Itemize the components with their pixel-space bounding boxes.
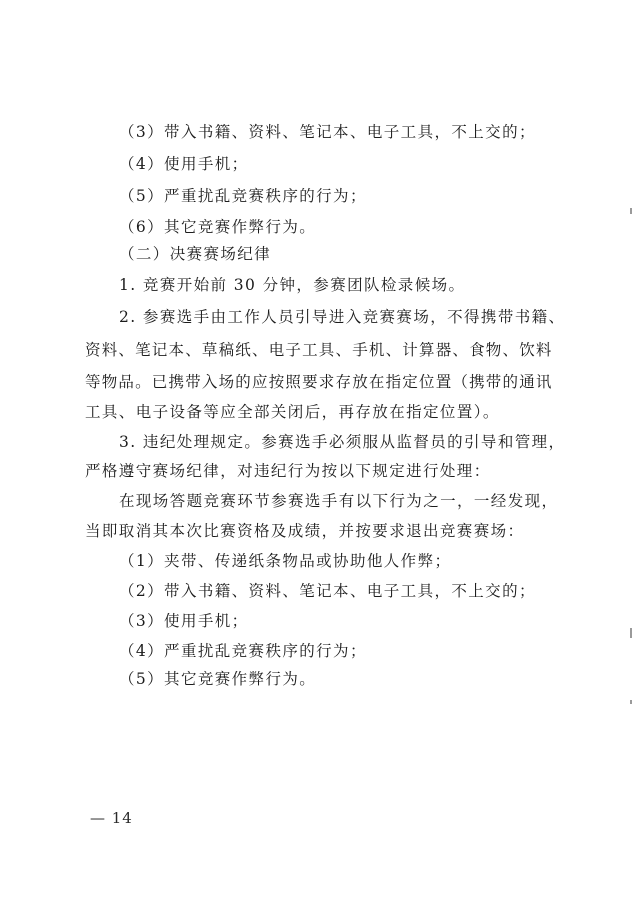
text-line: 工具、电子设备等应全部关闭后，再存放在指定位置）。 bbox=[85, 403, 500, 421]
text-line: 等物品。已携带入场的应按照要求存放在指定位置（携带的通讯 bbox=[85, 373, 553, 391]
text-line: 在现场答题竞赛环节参赛选手有以下行为之一，一经发现， bbox=[119, 492, 559, 510]
text-line: 2. 参赛选手由工作人员引导进入竞赛赛场，不得携带书籍、 bbox=[119, 308, 566, 326]
text-line: （6）其它竞赛作弊行为。 bbox=[119, 218, 317, 236]
scan-edge-mark bbox=[630, 700, 632, 704]
text-line: （4）严重扰乱竞赛秩序的行为； bbox=[119, 642, 367, 660]
text-line: （4）使用手机； bbox=[119, 155, 249, 173]
section-heading: （二）决赛赛场纪律 bbox=[119, 245, 272, 263]
scan-edge-mark bbox=[630, 208, 632, 214]
text-line: 当即取消其本次比赛资格及成绩，并按要求退出竞赛赛场： bbox=[85, 522, 525, 540]
text-line: （5）其它竞赛作弊行为。 bbox=[119, 670, 317, 688]
text-line: （5）严重扰乱竞赛秩序的行为； bbox=[119, 187, 367, 205]
text-line: （2）带入书籍、资料、笔记本、电子工具，不上交的； bbox=[119, 582, 536, 600]
page-number: — 14 bbox=[90, 809, 133, 827]
scan-edge-mark bbox=[630, 628, 632, 638]
text-line: （3）使用手机； bbox=[119, 612, 249, 630]
text-line: 资料、笔记本、草稿纸、电子工具、手机、计算器、食物、饮料 bbox=[85, 341, 553, 359]
text-line: （3）带入书籍、资料、笔记本、电子工具，不上交的； bbox=[119, 123, 536, 141]
text-line: （1）夹带、传递纸条物品或协助他人作弊； bbox=[119, 552, 452, 570]
text-line: 3. 违纪处理规定。参赛选手必须服从监督员的引导和管理， bbox=[119, 433, 566, 451]
text-line: 1. 竞赛开始前 30 分钟，参赛团队检录候场。 bbox=[119, 276, 466, 294]
text-line: 严格遵守赛场纪律，对违纪行为按以下规定进行处理： bbox=[85, 462, 491, 480]
